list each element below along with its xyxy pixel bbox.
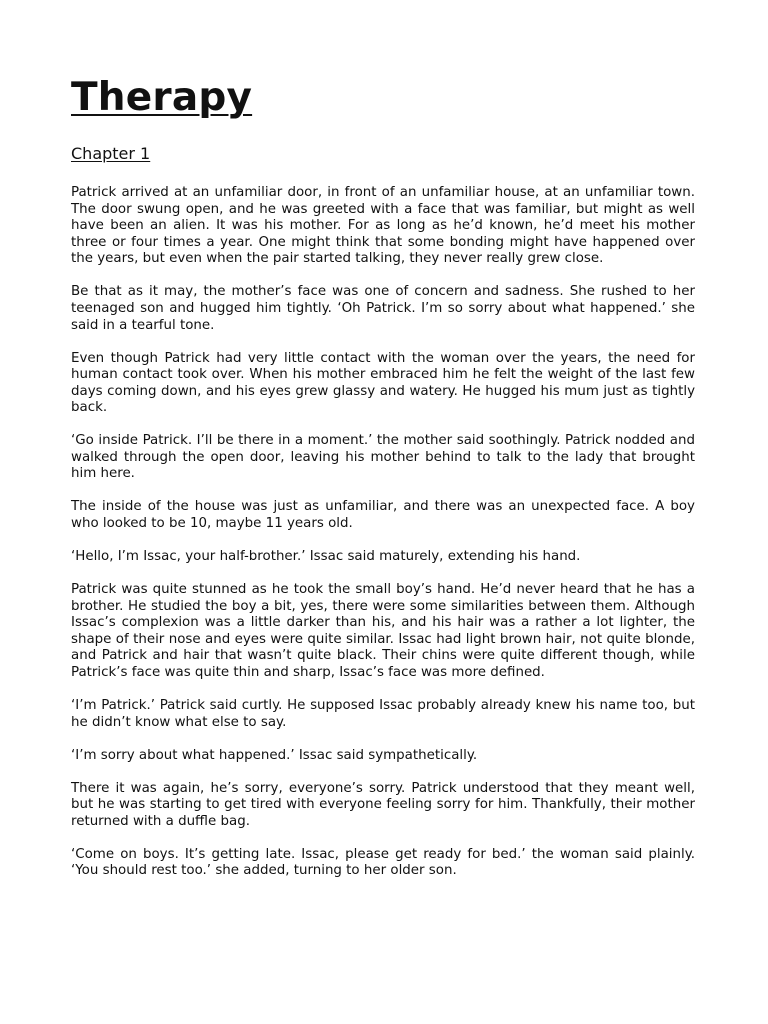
paragraph: There it was again, he’s sorry, everyone’s sorry. Patrick understood that they meant well, but he was starting to get tired with everyone feeling sorry for him. Thankfully, their mother returned with a duffle bag. — [71, 780, 695, 829]
paragraph: Patrick arrived at an unfamiliar door, in front of an unfamiliar house, at an unfamiliar town. The door swung open, and he was greeted with a face that was familiar, but might as well have been an alien. It was his mother. For as long as he’d known, he’d meet his mother three or four times a year. One might think that some bonding might have happened over the years, but even when the pair started talking, they never really grew close. — [71, 185, 695, 267]
document-title: Therapy — [71, 75, 253, 120]
chapter-heading: Chapter 1 — [71, 144, 151, 163]
paragraph: ‘I’m sorry about what happened.’ Issac said sympathetically. — [71, 747, 478, 763]
paragraph: Be that as it may, the mother’s face was one of concern and sadness. She rushed to her teenaged son and hugged him tightly. ‘Oh Patrick. I’m so sorry about what happened.’ she said in a tearful tone. — [71, 284, 695, 333]
paragraph: ‘I’m Patrick.’ Patrick said curtly. He supposed Issac probably already knew his name too, but he didn’t know what else to say. — [71, 697, 695, 730]
chapter-body — [71, 185, 695, 880]
paragraph: ‘Hello, I’m Issac, your half-brother.’ Issac said maturely, extending his hand. — [71, 549, 581, 565]
paragraph: Patrick was quite stunned as he took the small boy’s hand. He’d never heard that he has a brother. He studied the boy a bit, yes, there were some similarities between them. Although Issac’s complexion was a little darker than his, and his hair was a rather a lot lighter, the shape of their nose and eyes were quite similar. Issac had light brown hair, not quite blonde, and Patrick and hair that wasn’t quite black. Their chins were quite different though, while Patrick’s face was quite thin and sharp, Issac’s face was more defined. — [71, 582, 695, 680]
paragraph: The inside of the house was just as unfamiliar, and there was an unexpected face. A boy who looked to be 10, maybe 11 years old. — [71, 499, 695, 532]
paragraph: ‘Go inside Patrick. I’ll be there in a moment.’ the mother said soothingly. Patrick nodded and walked through the open door, leaving his mother behind to talk to the lady that brought him here. — [71, 433, 695, 482]
document-page — [71, 76, 695, 896]
paragraph: Even though Patrick had very little contact with the woman over the years, the need for human contact took over. When his mother embraced him he felt the weight of the last few days coming down, and his eyes grew glassy and watery. He hugged his mum just as tightly back. — [71, 350, 695, 416]
paragraph: ‘Come on boys. It’s getting late. Issac, please get ready for bed.’ the woman said plainly. ‘You should rest too.’ she added, turning to her older son. — [71, 846, 695, 879]
